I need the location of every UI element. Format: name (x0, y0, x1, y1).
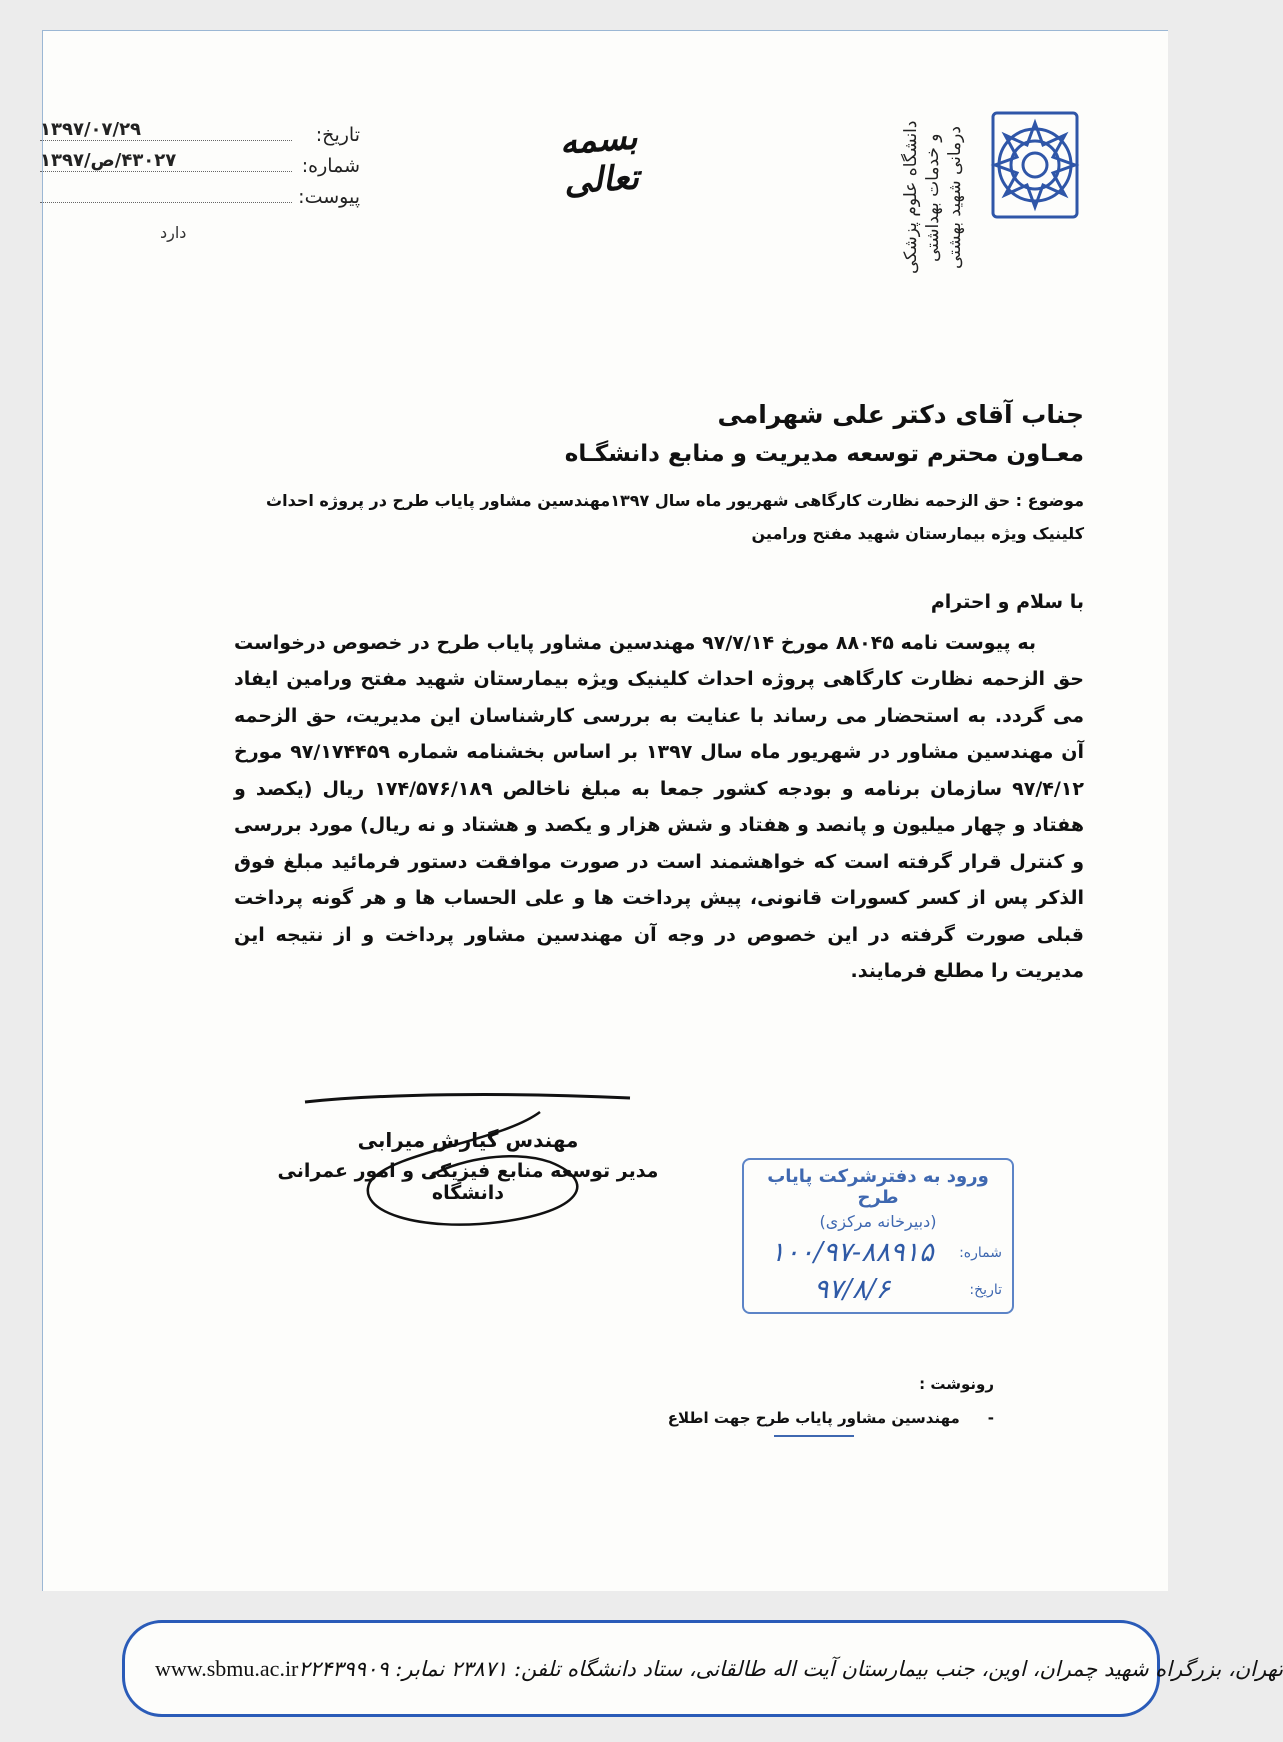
cc-label: رونوشت : (919, 1375, 994, 1393)
cc-item (494, 1409, 994, 1427)
cc-recipient: مهندسین مشاور پایاب طرح جهت اطلاع (667, 1409, 960, 1427)
university-logo-icon (985, 105, 1085, 225)
university-name: دانشگاه علوم پزشکی و خدمات بهداشتی درمانی شهید بهشتی (901, 120, 966, 275)
number-row (40, 146, 360, 177)
receipt-stamp (742, 1158, 1014, 1314)
website-url: www.sbmu.ac.ir (155, 1655, 299, 1681)
cc-dash: - (987, 1409, 994, 1427)
date-value: ۱۳۹۷/۰۷/۲۹ (40, 119, 142, 140)
letter-body (234, 584, 1084, 990)
date-row (40, 115, 360, 146)
footer-address: تهران، بزرگراه شهید چمران، اوین، جنب بیمارستان آیت اله طالقانی، ستاد دانشگاه تلفن: ۲۳۸۷۱ نمابر: ۲۲۴۳۹۹۰۹ (298, 1656, 1283, 1681)
date-label: تاریخ: (315, 124, 360, 146)
stamp-subtitle: (دبیرخانه مرکزی) (819, 1212, 937, 1231)
number-label: شماره: (301, 155, 360, 177)
addressee-title: معـاون محترم توسعه مدیریت و منابع دانشگـاه (564, 441, 1084, 467)
cc-underline (774, 1435, 854, 1437)
signatory-name: مهندس گیارش میرابی (357, 1128, 579, 1152)
addressee-name: جناب آقای دکتر علی شهرامی (717, 400, 1084, 429)
stamp-number-value: ۱۰۰/۹۷-۸۸۹۱۵ (770, 1237, 934, 1268)
letterhead-footer (122, 1620, 1283, 1717)
stamp-title: ورود به دفترشرکت پایاب طرح (767, 1166, 989, 1208)
attachment-row (40, 177, 360, 208)
signatory-title: مدیر توسعه منابع فیزیکی و امور عمرانی دانشگاه (277, 1160, 659, 1204)
attachment-value: دارد (160, 223, 187, 242)
stamp-number-label: شماره: (959, 1244, 1002, 1261)
basmala: بسمه تعالی (558, 117, 641, 203)
stamp-date-label: تاریخ: (969, 1281, 1002, 1298)
signature-block (268, 1128, 668, 1204)
subject: موضوع : حق الزحمه نظارت کارگاهی شهریور ماه سال ۱۳۹۷مهندسین مشاور پایاب طرح در پروژه احداث کلینیک ویژه بیمارستان شهید مفتح ورامین (266, 491, 1084, 543)
addressee (234, 400, 1084, 467)
stamp-date-value: ۹۷/۸/۶ (813, 1274, 891, 1305)
body-paragraph: به پیوست نامه ۸۸۰۴۵ مورخ ۹۷/۷/۱۴ مهندسین مشاور پایاب طرح در خصوص درخواست حق الزحمه نظارت کارگاهی پروژه احداث کلینیک ویژه بیمارستان شهید مفتح ورامین ایفاد می گردد. به استحضار می رساند با عنایت به بررسی کارشناسان این مدیریت، حق الزحمه آن مهندسین مشاور در شهریور ماه سال ۱۳۹۷ بر اساس بخشنامه شماره ۹۷/۱۷۴۴۵۹ مورخ ۹۷/۴/۱۲ سازمان برنامه و بودجه کشور جمعا به مبلغ ناخالص ۱۷۴/۵۷۶/۱۸۹ ریال (یکصد و هفتاد و چهار میلیون و پانصد و هفتاد و شش هزار و یکصد و هشتاد و نه ریال) مورد بررسی و کنترل قرار گرفته است که خواهشمند است در صورت موافقت دستور فرمائید مبلغ فوق الذکر پس از کسر کسورات قانونی، پیش پرداخت ها و علی الحساب ها و هر گونه پرداخت قبلی صورت گرفته در این خصوص در وجه آن مهندسین مشاور پرداخت و از نتیجه این مدیریت را مطلع فرمایند. (234, 631, 1085, 982)
letter-metadata (40, 115, 360, 208)
greeting: با سلام و احترام (930, 591, 1084, 613)
attachment-label: پیوست: (298, 186, 360, 208)
carbon-copy (494, 1375, 994, 1437)
number-value: ۴۳۰۲۷/ص/۱۳۹۷ (40, 150, 177, 171)
